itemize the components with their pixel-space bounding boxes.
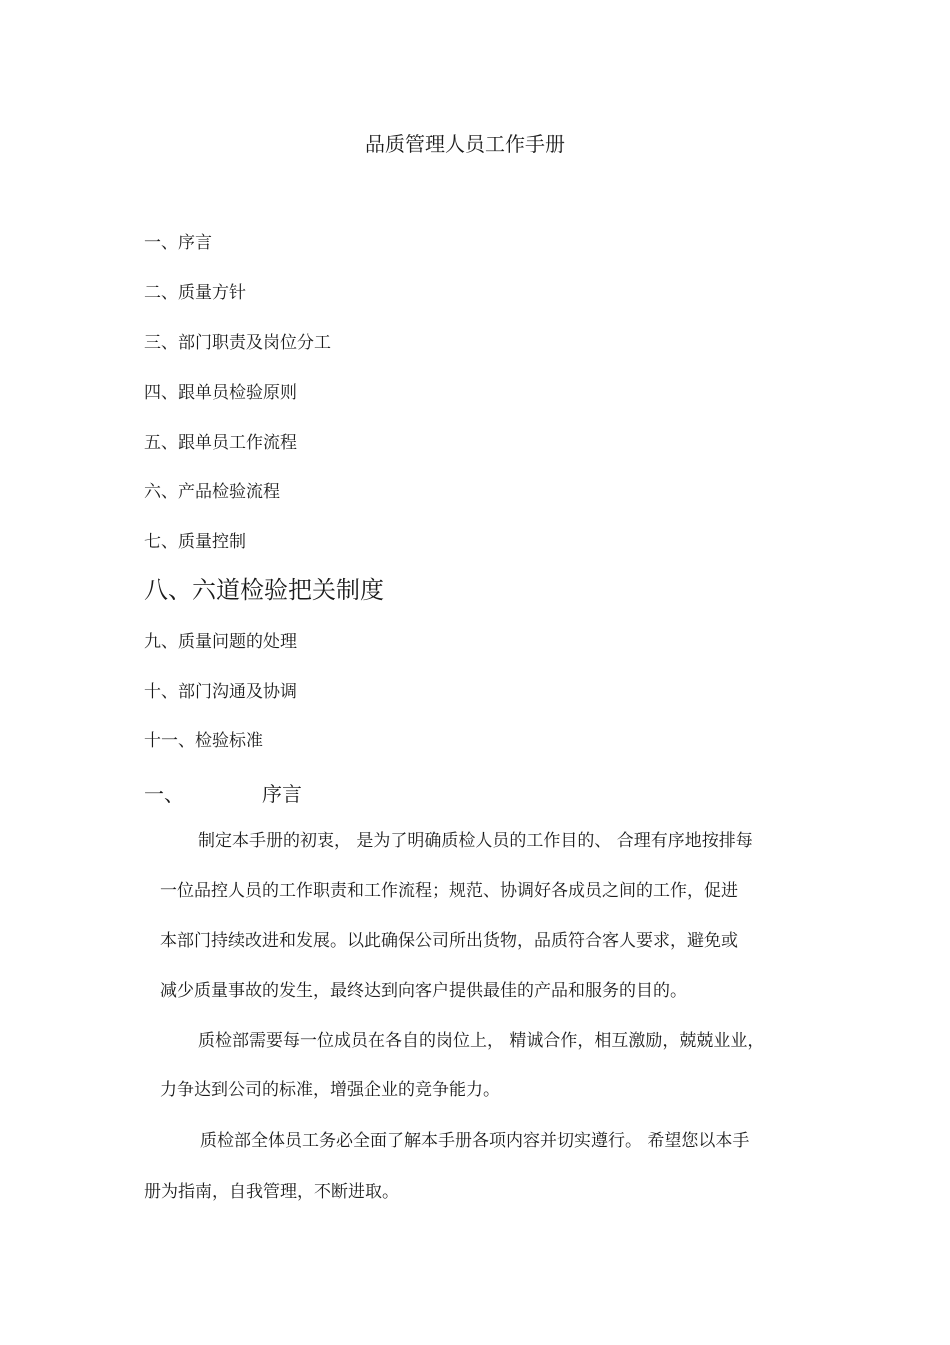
toc-item-work-flow: 五、跟单员工作流程: [144, 433, 297, 453]
toc-item-department-duties: 三、部门职责及岗位分工: [144, 333, 331, 353]
paragraph-2-line-1: 质检部需要每一位成员在各自的岗位上， 精诚合作，相互激励，兢兢业业，: [198, 1031, 765, 1051]
paragraph-1-line-4: 减少质量事故的发生，最终达到向客户提供最佳的产品和服务的目的。: [160, 981, 687, 1001]
document-title: 品质管理人员工作手册: [365, 132, 565, 156]
toc-item-preface: 一、序言: [144, 233, 212, 253]
section-heading-preface: [144, 784, 302, 804]
paragraph-3-line-1: 质检部全体员工务必全面了解本手册各项内容并切实遵行。 希望您以本手: [200, 1131, 750, 1151]
toc-item-inspection-principles: 四、跟单员检验原则: [144, 383, 297, 403]
section-title: 序言: [262, 782, 302, 806]
toc-item-quality-policy: 二、质量方针: [144, 283, 246, 303]
paragraph-1-line-3: 本部门持续改进和发展。以此确保公司所出货物，品质符合客人要求，避免或: [160, 931, 738, 951]
toc-item-product-inspection: 六、产品检验流程: [144, 482, 280, 502]
paragraph-1-line-1: 制定本手册的初衷， 是为了明确质检人员的工作目的、 合理有序地按排每: [198, 831, 753, 851]
toc-item-six-inspections: 八、六道检验把关制度: [144, 576, 384, 604]
toc-item-communication: 十、部门沟通及协调: [144, 682, 297, 702]
toc-item-quality-control: 七、质量控制: [144, 532, 246, 552]
paragraph-2-line-2: 力争达到公司的标准，增强企业的竞争能力。: [160, 1080, 500, 1100]
toc-item-inspection-standards: 十一、检验标准: [144, 731, 263, 751]
section-number: 一、: [144, 782, 184, 806]
paragraph-3-line-2: 册为指南，自我管理，不断进取。: [144, 1182, 399, 1202]
toc-item-quality-issues: 九、质量问题的处理: [144, 632, 297, 652]
paragraph-1-line-2: 一位品控人员的工作职责和工作流程；规范、协调好各成员之间的工作，促进: [160, 881, 738, 901]
